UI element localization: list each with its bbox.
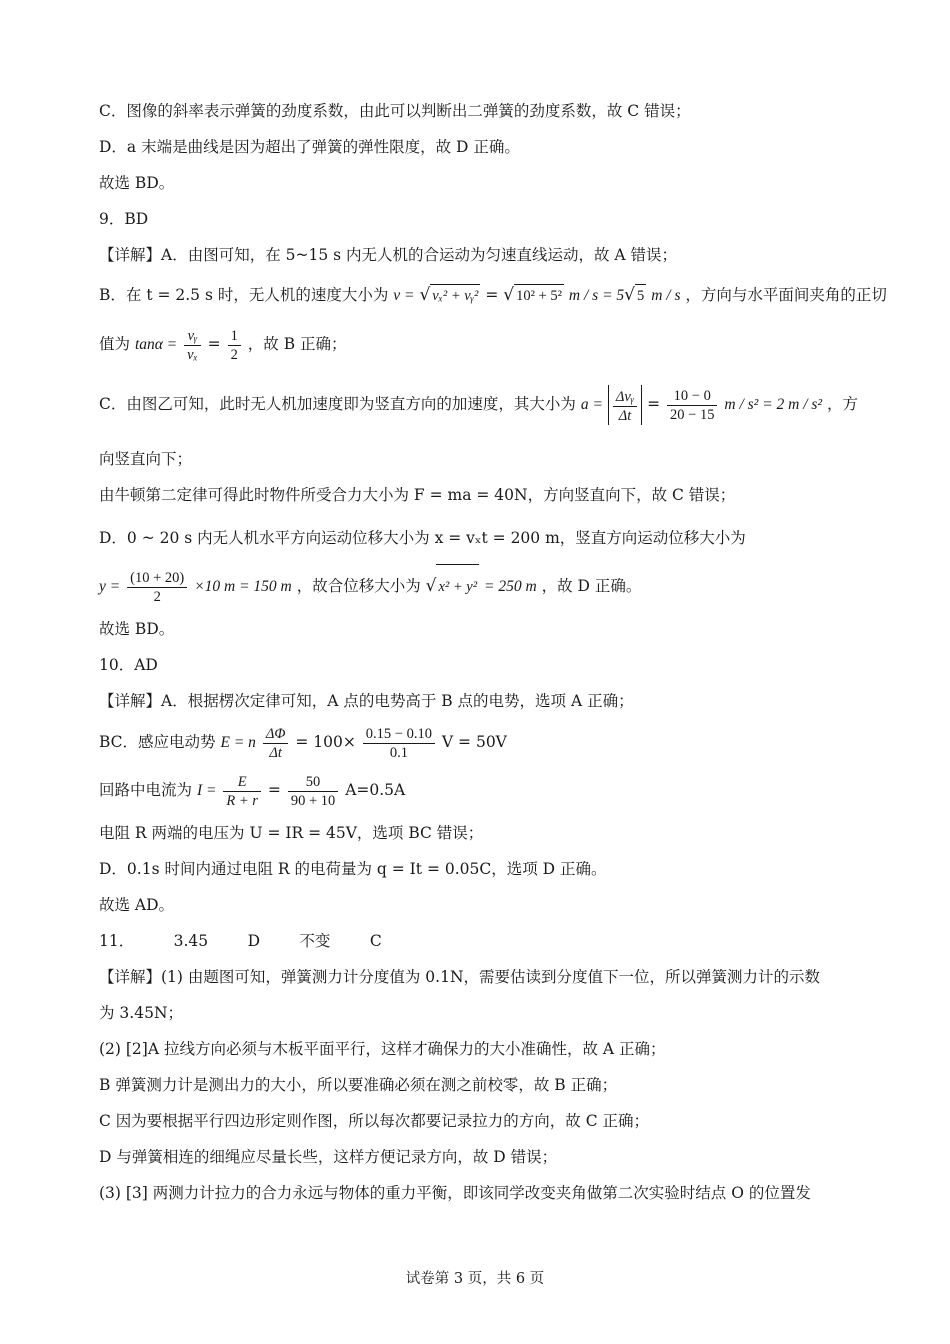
text-line [99, 1038, 666, 1060]
denominator: 0.1 [389, 744, 408, 761]
fraction [127, 569, 187, 606]
line-text: 11． 3.45 D 不变 C [99, 932, 382, 950]
math-radicand: vₓ² + vᵧ² [430, 284, 480, 307]
fraction [667, 387, 717, 424]
text-line [99, 527, 746, 549]
math-radicand: 5 [635, 284, 646, 307]
text-line [99, 1110, 649, 1132]
math-text: = [485, 286, 499, 304]
math-radicand: 10² + 5² [514, 284, 564, 307]
numerator: ΔΦ [263, 725, 289, 744]
fraction [223, 773, 261, 810]
absolute-value [608, 385, 642, 425]
radical-sign: √ [419, 285, 431, 305]
text-line [99, 690, 634, 712]
math-text: = 250 m [484, 578, 537, 595]
numerator: (10 + 20) [127, 569, 187, 588]
text-line [99, 100, 691, 122]
line-text: 10．AD [99, 656, 158, 674]
text-line [99, 966, 820, 988]
text-line [99, 858, 607, 880]
numerator: 0.15 − 0.10 [363, 725, 435, 744]
math-text: y = [99, 578, 121, 595]
line-text: 由牛顿第二定律可得此时物件所受合力大小为 F = ma = 40N，方向竖直向下，故 C 错误； [99, 486, 736, 504]
line-text: (2) [2]A 拉线方向必须与木板平面平行，这样才确保力的大小准确性，故 A 正确； [99, 1040, 666, 1058]
line-text: ，故合位移大小为 [296, 577, 421, 595]
line-text: 故选 AD。 [99, 896, 175, 914]
math-text: ×10 m = 150 m [194, 578, 292, 595]
math-text: m / s [651, 287, 681, 304]
line-text: B．在 t = 2.5 s 时，无人机的速度大小为 [99, 286, 389, 304]
math-text: tanα = [134, 336, 178, 353]
text-line [99, 894, 174, 916]
page-footer: 试卷第 3 页，共 6 页 [405, 1271, 545, 1287]
fraction [363, 725, 435, 762]
line-text: 故选 BD。 [99, 174, 175, 192]
line-text: D．0 ~ 20 s 内无人机水平方向运动位移大小为 x = vₓt = 200 m，竖直方向运动位移大小为 [99, 529, 746, 547]
line-text: 故选 BD。 [99, 620, 175, 638]
question-number [99, 208, 148, 230]
numerator: E [223, 773, 261, 792]
line-text: D 与弹簧相连的细绳应尽量长些，这样方便记录方向，故 D 错误； [99, 1148, 558, 1166]
line-text: ，方向与水平面间夹角的正切 [685, 286, 887, 304]
fraction [184, 327, 201, 364]
line-text: 【详解】A．由图可知，在 5~15 s 内无人机的合运动为匀速直线运动，故 A 错误； [99, 246, 678, 264]
math-text: V = 50V [441, 733, 507, 751]
line-text: 回路中电流为 [99, 781, 193, 799]
text-line [99, 1182, 811, 1204]
text-line [99, 822, 483, 844]
line-text: 值为 [99, 335, 131, 353]
radical-sign: √ [425, 576, 437, 596]
line-text: ，故 B 正确； [247, 335, 347, 353]
denominator: 2 [230, 346, 238, 363]
line-text: 电阻 R 两端的电压为 U = IR = 45V，选项 BC 错误； [99, 824, 484, 842]
denominator: 2 [153, 588, 161, 605]
formula-line [99, 564, 641, 609]
text-line [99, 618, 174, 640]
fraction [228, 327, 241, 364]
math-text: = [207, 335, 221, 353]
text-line [99, 1002, 183, 1024]
numerator: Δvᵧ [613, 388, 637, 407]
text-line [99, 172, 174, 194]
math-text: I = [196, 782, 217, 799]
math-text: a = [580, 396, 603, 413]
numerator: 10 − 0 [667, 387, 717, 406]
line-text: 9．BD [99, 210, 149, 228]
math-text: v = [393, 287, 415, 304]
fraction [263, 725, 289, 762]
denominator: 20 − 15 [670, 406, 715, 423]
line-text: C．由图乙可知，此时无人机加速度即为竖直方向的加速度，其大小为 [99, 395, 576, 413]
formula-line [99, 768, 405, 813]
line-text: D．0.1s 时间内通过电阻 R 的电荷量为 q = It = 0.05C，选项 D 正确。 [99, 860, 607, 878]
line-text: 向竖直向下； [99, 450, 193, 468]
fraction [613, 388, 637, 425]
text-line [99, 244, 677, 266]
line-text: 【详解】(1) 由题图可知，弹簧测力计分度值为 0.1N，需要估读到分度值下一位，所以弹簧测力计的示数 [99, 968, 821, 986]
radical-sign: √ [624, 285, 635, 305]
line-text: (3) [3] 两测力计拉力的合力永远与物体的重力平衡，即该同学改变夹角做第二次实验时结点 O 的位置发 [99, 1184, 811, 1202]
math-radicand: x² + y² [436, 564, 479, 609]
text-line [99, 448, 192, 470]
line-text: ，故 D 正确。 [541, 577, 642, 595]
math-text: m / s² = 2 m / s² [724, 396, 823, 413]
denominator: vₓ [187, 346, 198, 363]
denominator: Δt [269, 744, 282, 761]
denominator: 90 + 10 [290, 792, 336, 809]
formula-line [99, 324, 347, 365]
formula-line [99, 284, 887, 307]
text-line [99, 136, 520, 158]
line-text: 为 3.45N； [99, 1004, 184, 1022]
math-text: m / s = 5 [568, 287, 625, 304]
numerator: 1 [228, 327, 241, 346]
denominator: R + r [226, 792, 258, 809]
text-line [99, 1074, 617, 1096]
formula-line [99, 384, 858, 425]
math-text: = [647, 395, 661, 413]
math-text: = 100× [295, 733, 356, 751]
line-text: 【详解】A．根据楞次定律可知，A 点的电势高于 B 点的电势，选项 A 正确； [99, 692, 634, 710]
radical-sign: √ [503, 285, 515, 305]
question-number [99, 654, 158, 676]
line-text: C．图像的斜率表示弹簧的劲度系数，由此可以判断出二弹簧的劲度系数，故 C 错误； [99, 102, 691, 120]
line-text: BC．感应电动势 [99, 733, 216, 751]
math-text: = [267, 781, 281, 799]
math-text: E = n [220, 734, 256, 751]
numerator: 50 [288, 773, 338, 792]
math-text: A=0.5A [345, 781, 406, 799]
line-text: ，方 [827, 395, 859, 413]
line-text: D．a 末端是曲线是因为超出了弹簧的弹性限度，故 D 正确。 [99, 138, 520, 156]
text-line [99, 484, 735, 506]
line-text: C 因为要根据平行四边形定则作图，所以每次都要记录拉力的方向，故 C 正确； [99, 1112, 650, 1130]
denominator: Δt [618, 407, 632, 424]
formula-line [99, 720, 507, 765]
question-number [99, 930, 382, 952]
fraction [288, 773, 338, 810]
text-line [99, 1146, 557, 1168]
line-text: B 弹簧测力计是测出力的大小，所以要准确必须在测之前校零，故 B 正确； [99, 1076, 618, 1094]
numerator: vᵧ [184, 327, 201, 346]
